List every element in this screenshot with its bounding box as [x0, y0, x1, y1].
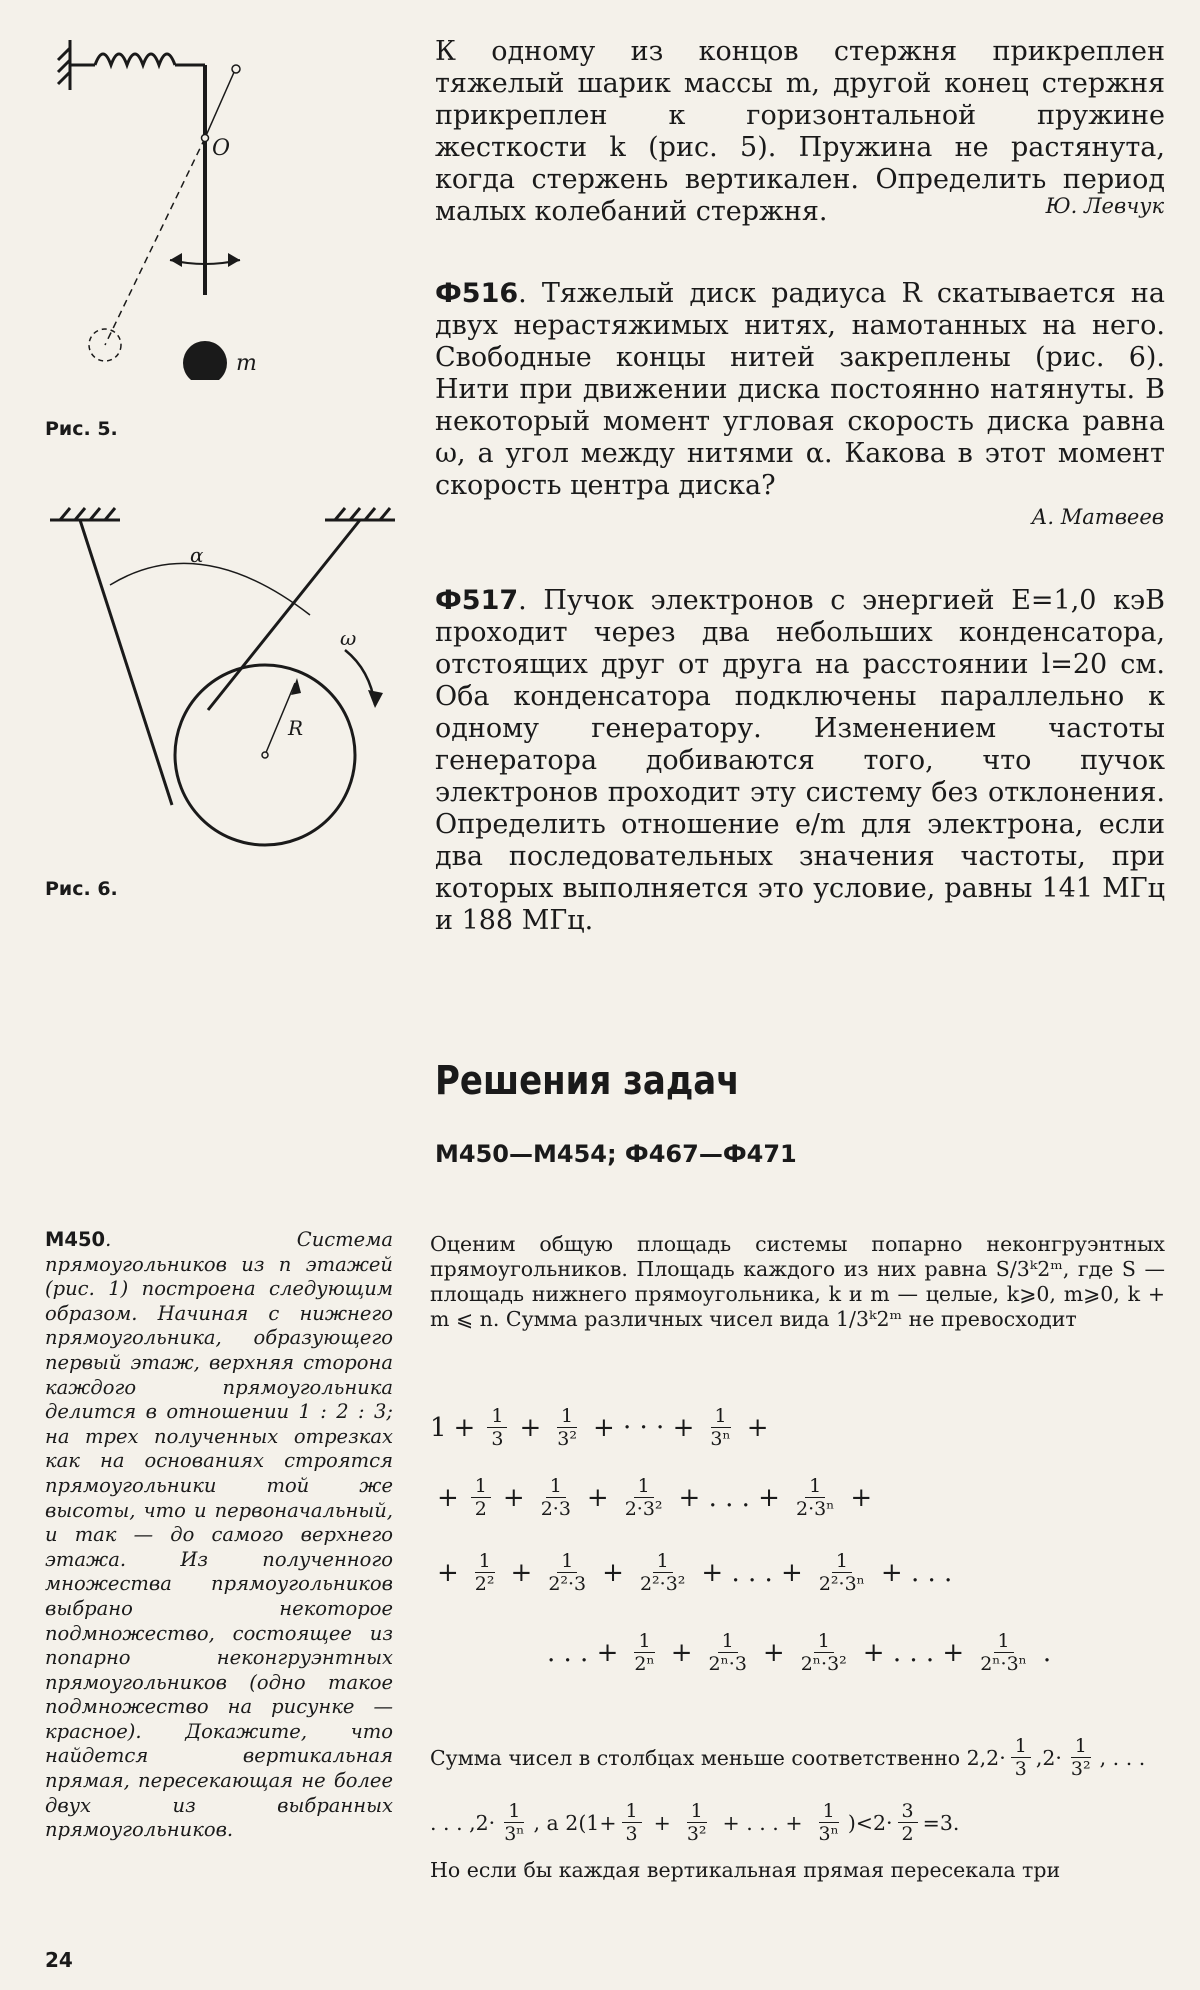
solution-paragraph-1: Оценим общую площадь системы попарно неконгруэнтных прямоугольников. Площадь каждого из них равна S/3ᵏ2ᵐ, где S — площадь нижнего прямоугольника, k и m — целые, k⩾0, m⩾0, k + m ⩽ n. Сумма различных чисел вида 1/3ᵏ2ᵐ не превосходит [430, 1232, 1165, 1331]
row4-frac-3: $\frac{1}{\text{2ⁿ·3²}}$ [800, 1630, 847, 1675]
figure-6 [40, 490, 410, 870]
solution-paragraph-3: . . . ,2· $\frac{1}{\text{3ⁿ}}$ , а 2(1+ $\frac{1}{3}$ + $\frac{1}{\text{3²}}$ + . . . + $\frac{1}{\text{3ⁿ}}$ )<2· $\frac{3}{2}$ =3. [430, 1800, 960, 1845]
row2-frac-3: $\frac{1}{\text{2·3²}}$ [624, 1475, 663, 1520]
fig6-caption: Рис. 6. [45, 878, 118, 900]
problem-516-text: . Тяжелый диск радиуса R скатывается на двух нерастяжимых нитях, намотанных на него. Свободные концы нитей закреплены (рис. 6). Нити при движении диска постоянно натянуты. В некоторый момент угловая скорость диска равна ω, а угол между нитями α. Какова в этот момент скорость центра диска? [435, 278, 1165, 501]
problem-516-author: А. Матвеев [1031, 505, 1164, 529]
right-thread [208, 520, 360, 710]
problem-515-text: К одному из концов стержня прикреплен тяжелый шарик массы m, другой конец стержня прикреплен к горизонтальной пружине жесткости k (рис. 5). Пружина не растянута, когда стержень вертикален. Определить период малых колебаний стержня. [435, 36, 1165, 227]
row3-frac-1: $\frac{1}{\text{2²}}$ [474, 1550, 495, 1595]
para2-frac-1: $\frac{1}{3}$ [1011, 1735, 1031, 1780]
problem-516-number: Ф516 [435, 278, 519, 309]
label-m: m [236, 351, 257, 376]
label-omega: ω [340, 626, 357, 650]
page-number: 24 [45, 1948, 73, 1972]
solution-paragraph-4: Но если бы каждая вертикальная прямая пересекала три [430, 1858, 1061, 1882]
para3-frac-5: $\frac{3}{2}$ [898, 1800, 918, 1845]
row1-frac-2: $\frac{1}{\text{3²}}$ [557, 1405, 577, 1450]
para3-frac-4: $\frac{1}{\text{3ⁿ}}$ [818, 1800, 839, 1845]
row2-frac-1: $\frac{1}{2}$ [471, 1475, 491, 1520]
equation-row-3: + $\frac{1}{\text{2²}}$ + $\frac{1}{\text{2²·3}}$ + $\frac{1}{\text{2²·3²}}$ + . . . + $\frac{1}{\text{2²·3ⁿ}}$ + . . . [437, 1550, 953, 1595]
spring [95, 54, 175, 65]
problem-515-author: Ю. Левчук [1045, 194, 1164, 218]
label-alpha: α [190, 543, 204, 567]
row2-frac-2: $\frac{1}{2\cdot 3}$ [540, 1475, 571, 1520]
left-thread [80, 520, 172, 805]
figure-5 [40, 20, 300, 380]
row3-frac-3: $\frac{1}{\text{2²·3²}}$ [639, 1550, 686, 1595]
equation-row-1: 1 + $\frac{1}{3}$ + $\frac{1}{\text{3²}}$ + · · · + $\frac{1}{\text{3ⁿ}}$ + [430, 1405, 769, 1450]
row3-frac-4: $\frac{1}{\text{2²·3ⁿ}}$ [818, 1550, 865, 1595]
problem-517-text: . Пучок электронов с энергией E=1,0 кэВ проходит через два небольших конденсатора, отстоящих друг от друга на расстоянии l=20 см. Оба конденсатора подключены параллельно к одному генератору. Изменением частоты генератора добиваются того, что пучок электронов проходит эту систему без отклонения. Определить отношение e/m для электрона, если два последовательных значения частоты, при которых выполняется это условие, равны 141 МГц и 188 МГц. [435, 585, 1165, 936]
label-o: O [212, 136, 231, 161]
row3-frac-2: $\frac{1}{\text{2²·3}}$ [548, 1550, 587, 1595]
row4-frac-2: $\frac{1}{\text{2ⁿ·3}}$ [708, 1630, 747, 1675]
problem-517-number: Ф517 [435, 585, 519, 616]
para3-frac-3: $\frac{1}{\text{3²}}$ [686, 1800, 707, 1845]
equation-row-4: . . . + $\frac{1}{\text{2ⁿ}}$ + $\frac{1}{\text{2ⁿ·3}}$ + $\frac{1}{\text{2ⁿ·3²}}$ + . . . + $\frac{1}{\text{2ⁿ·3ⁿ}}$ . [547, 1630, 1052, 1675]
para3-frac-2: $\frac{1}{3}$ [622, 1800, 642, 1845]
fig5-caption: Рис. 5. [45, 418, 118, 440]
m450-text: . Система прямоугольников из n этажей (рис. 1) построена следующим образом. Начиная с нижнего прямоугольника, образующего первый этаж, верхняя сторона каждого прямоугольника делится в отношении 1 : 2 : 3; на трех полученных отрезках как на основаниях строятся прямоугольники той же высоты, что и первоначальный, и так — до самого верхнего этажа. Из полученного множества прямоугольников выбрано некоторое подмножество, состоящее из попарно неконгруэнтных прямоугольников (одно такое подмножество на рисунке — красное). Докажите, что найдется вертикальная прямая, пересекающая не более двух из выбранных прямоугольников. [45, 1228, 393, 1842]
row4-frac-4: $\frac{1}{\text{2ⁿ·3ⁿ}}$ [980, 1630, 1027, 1675]
para2-frac-2: $\frac{1}{\text{3²}}$ [1070, 1735, 1091, 1780]
para3-frac-1: $\frac{1}{\text{3ⁿ}}$ [504, 1800, 525, 1845]
problem-517 [435, 585, 1165, 937]
row1-frac-3: $\frac{1}{\text{3ⁿ}}$ [710, 1405, 731, 1450]
row4-frac-1: $\frac{1}{\text{2ⁿ}}$ [634, 1630, 655, 1675]
m450-statement [45, 1228, 393, 1843]
row2-frac-4: $\frac{1}{\text{2·3ⁿ}}$ [795, 1475, 835, 1520]
label-r: R [288, 716, 304, 740]
ball [183, 341, 227, 380]
equation-row-2: + $\frac{1}{2}$ + $\frac{1}{2\cdot 3}$ + $\frac{1}{\text{2·3²}}$ + . . . + $\frac{1}{\text{2·3ⁿ}}$ + [437, 1475, 873, 1520]
m450-number: М450 [45, 1228, 106, 1251]
row1-frac-1: $\frac{1}{3}$ [487, 1405, 507, 1450]
row1-lead: 1 [430, 1412, 447, 1443]
section-subtitle: М450—М454; Ф467—Ф471 [435, 1140, 797, 1168]
section-title: Решения задач [435, 1058, 740, 1104]
problem-516 [435, 278, 1165, 502]
solution-paragraph-2: Сумма чисел в столбцах меньше соответственно 2,2· $\frac{1}{3}$ ,2· $\frac{1}{\text{3²}}$ , . . . [430, 1735, 1146, 1780]
